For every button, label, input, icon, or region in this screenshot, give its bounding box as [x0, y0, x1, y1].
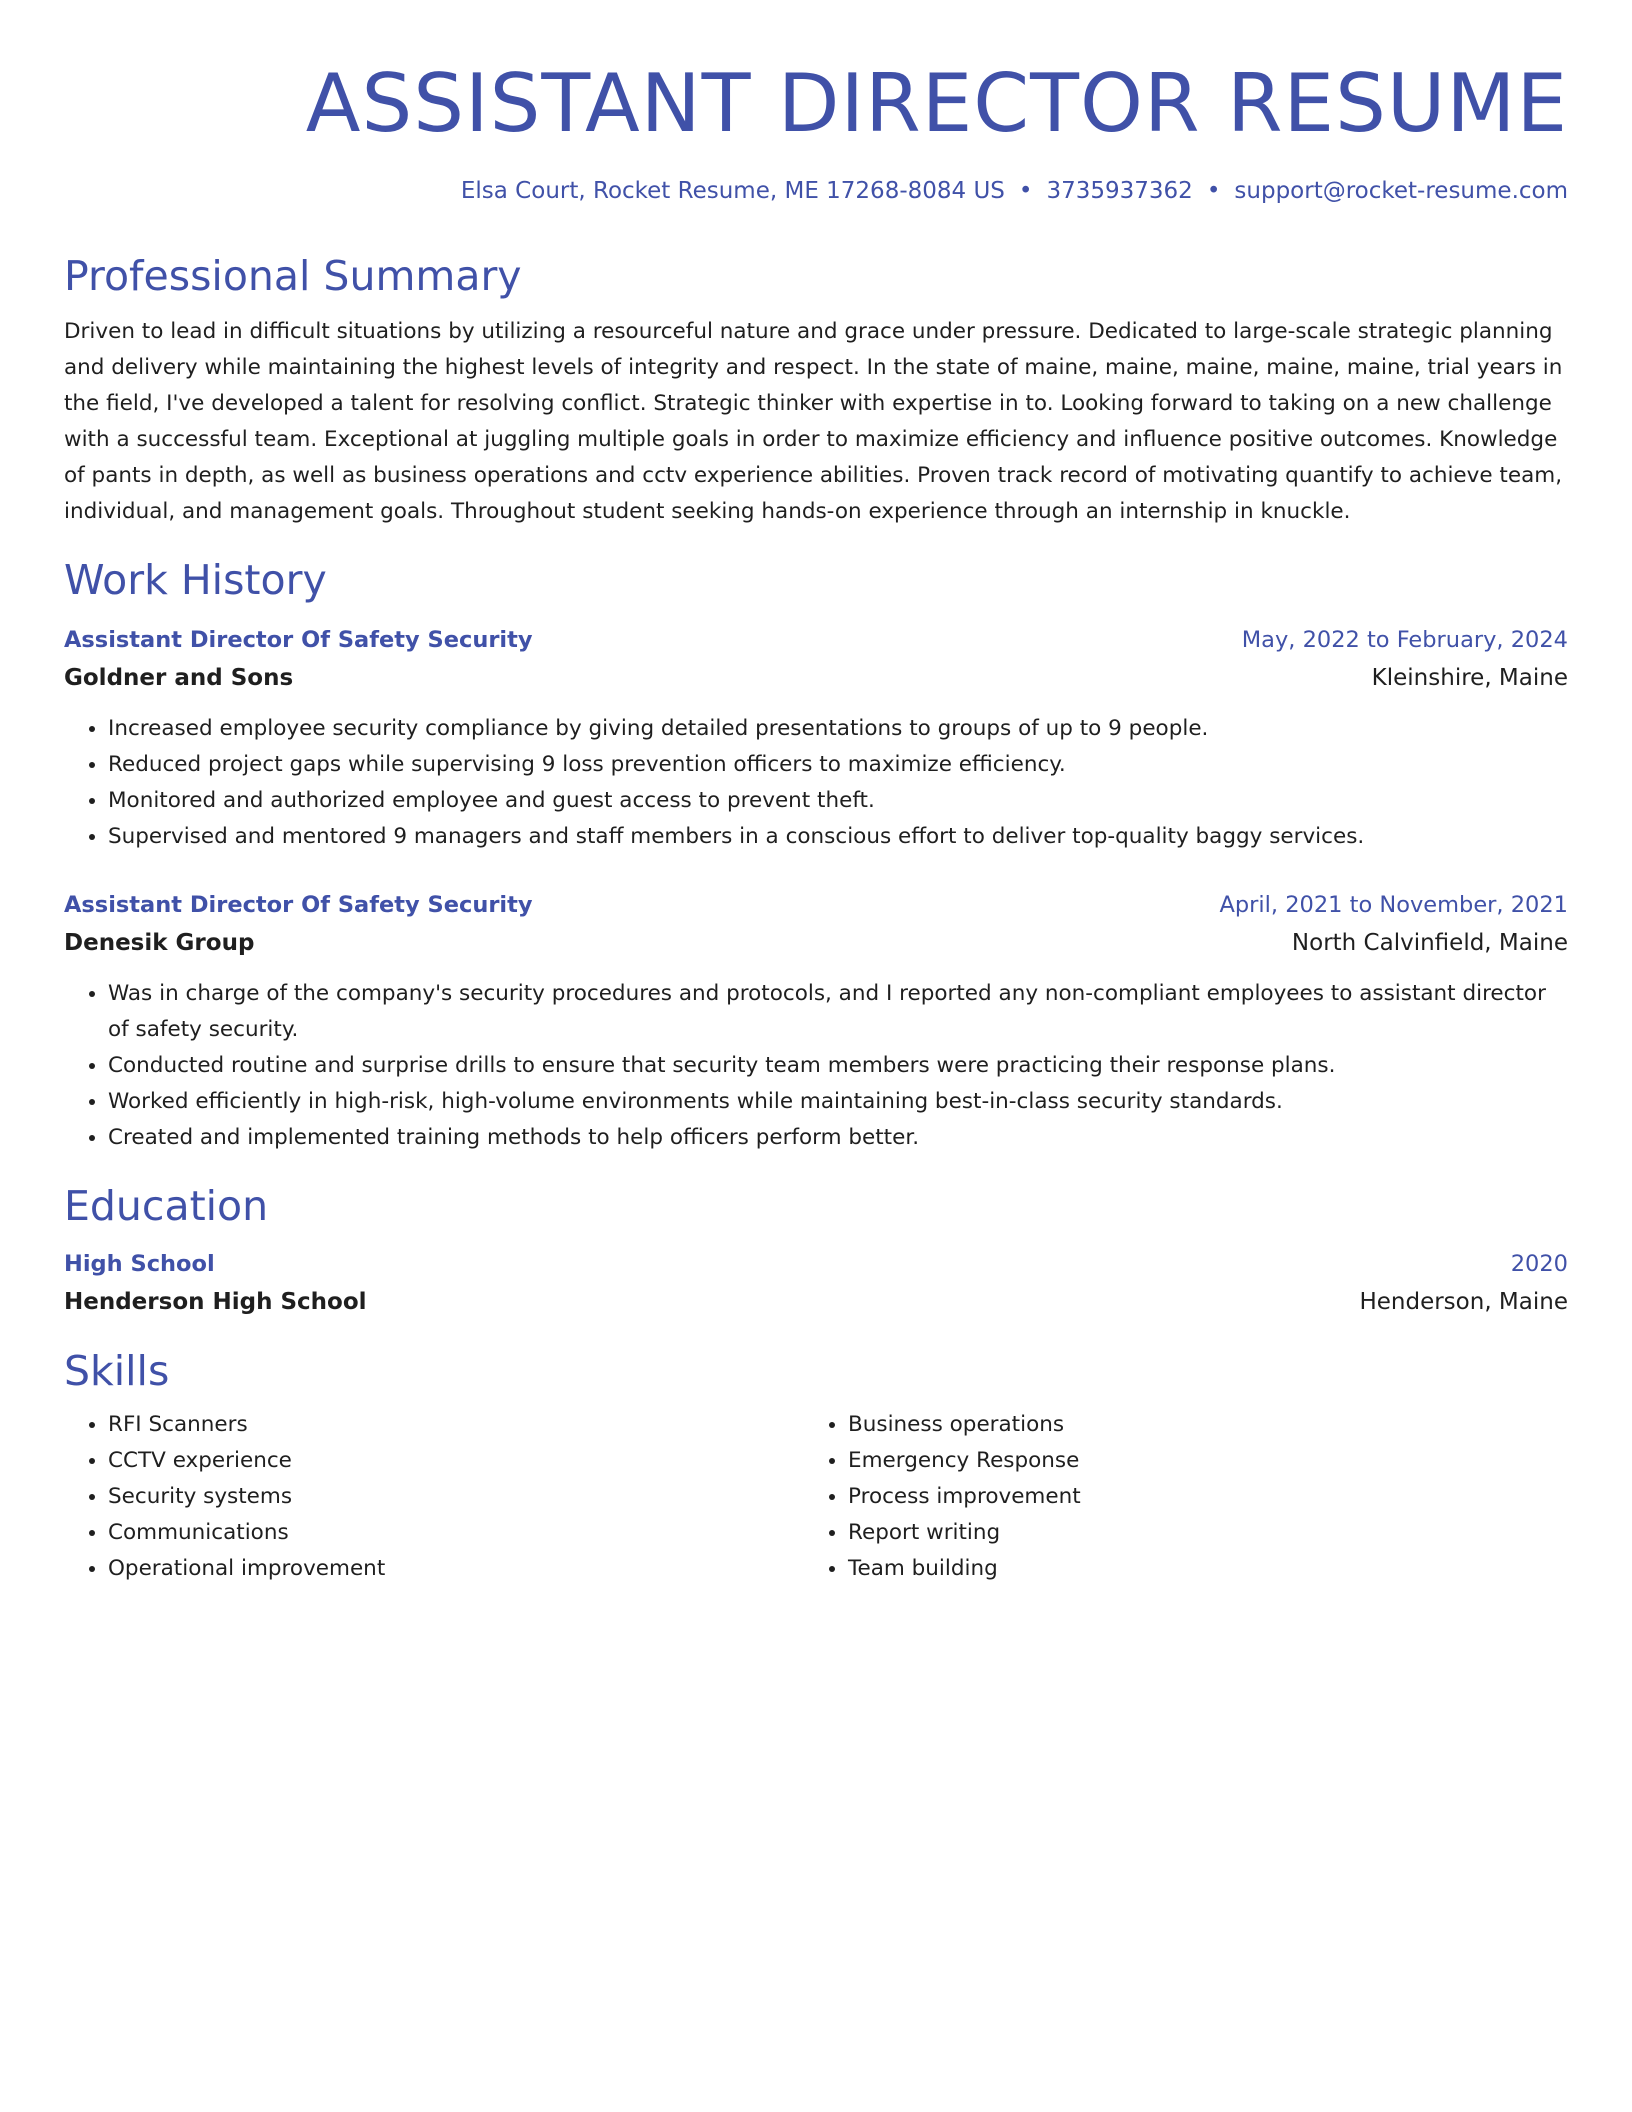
skills-heading: Skills: [64, 1347, 170, 1395]
summary-heading: Professional Summary: [64, 252, 522, 300]
work-history-heading: Work History: [64, 556, 327, 604]
summary-text: Driven to lead in difficult situations by utilizing a resourceful nature and grace under pressure. Dedicated to large-scale strategic planning and delivery while maintaining the highest levels of integrity and respect. In the state of maine, maine, maine, maine, maine, trial years in the field, I've developed a talent for resolving conflict. Strategic thinker with expertise in to. Looking forward to taking on a new challenge with a successful team. Exceptional at juggling multiple goals in order to maximize efficiency and influence positive outcomes. Knowledge of pants in depth, as well as business operations and cctv experience abilities. Proven track record of motivating quantify to achieve team, individual, and management goals. Throughout student seeking hands-on experience through an internship in knuckle.: [64, 319, 1563, 524]
skill-item: • Process improvement: [848, 1479, 1544, 1515]
education-location: Henderson, Maine: [1359, 1289, 1568, 1315]
skill-item: • Business operations: [848, 1407, 1544, 1443]
job-dates: April, 2021 to November, 2021: [1219, 892, 1568, 918]
job-title: Assistant Director Of Safety Security: [64, 892, 533, 918]
contact-line: [64, 176, 1568, 206]
job-bullet: • Monitored and authorized employee and guest access to prevent theft.: [108, 783, 1568, 819]
job-bullet: • Was in charge of the company's security procedures and protocols, and I reported any non-compliant employees to assistant director of safety security.: [108, 976, 1568, 1048]
resume-title: ASSISTANT DIRECTOR RESUME: [305, 57, 1568, 150]
contact-separator: •: [1206, 178, 1221, 204]
job-title: Assistant Director Of Safety Security: [64, 627, 533, 653]
skills-list: [64, 1407, 1568, 1587]
contact-phone: 3735937362: [1046, 178, 1193, 204]
job-bullet: • Supervised and mentored 9 managers and staff members in a conscious effort to deliver top-quality baggy services.: [108, 819, 1568, 855]
education-entry: [64, 1248, 1568, 1319]
job-bullet: • Worked efficiently in high-risk, high-volume environments while maintaining best-in-class security standards.: [108, 1084, 1568, 1120]
education-heading: Education: [64, 1182, 269, 1230]
contact-email: support@rocket-resume.com: [1234, 178, 1568, 204]
job-entry: [64, 889, 1568, 1156]
job-entry: [64, 624, 1568, 855]
contact-separator: •: [1018, 178, 1033, 204]
education-year: 2020: [1510, 1251, 1568, 1277]
skill-item: • Team building: [848, 1551, 1544, 1587]
skill-item: • RFI Scanners: [108, 1407, 804, 1443]
skill-item: • Emergency Response: [848, 1443, 1544, 1479]
skill-item: • Operational improvement: [108, 1551, 804, 1587]
job-bullet: • Reduced project gaps while supervising 9 loss prevention officers to maximize efficiency.: [108, 747, 1568, 783]
job-bullet: • Increased employee security compliance by giving detailed presentations to groups of up to 9 people.: [108, 711, 1568, 747]
contact-address: Elsa Court, Rocket Resume, ME 17268-8084 US: [460, 178, 1005, 204]
job-location: Kleinshire, Maine: [1371, 665, 1568, 691]
education-degree: High School: [64, 1251, 215, 1277]
job-dates: May, 2022 to February, 2024: [1241, 627, 1568, 653]
skill-item: • Communications: [108, 1515, 804, 1551]
skills-column-left: [64, 1407, 804, 1587]
job-location: North Calvinfield, Maine: [1291, 930, 1568, 956]
job-bullet: • Conducted routine and surprise drills to ensure that security team members were practicing their response plans.: [108, 1048, 1568, 1084]
skill-item: • Report writing: [848, 1515, 1544, 1551]
job-company: Denesik Group: [64, 930, 255, 956]
education-school: Henderson High School: [64, 1289, 367, 1315]
job-company: Goldner and Sons: [64, 665, 294, 691]
job-bullets: [64, 711, 1568, 855]
skills-column-right: [804, 1407, 1544, 1587]
job-bullets: [64, 976, 1568, 1156]
skill-item: • Security systems: [108, 1479, 804, 1515]
skill-item: • CCTV experience: [108, 1443, 804, 1479]
job-bullet: • Created and implemented training methods to help officers perform better.: [108, 1120, 1568, 1156]
